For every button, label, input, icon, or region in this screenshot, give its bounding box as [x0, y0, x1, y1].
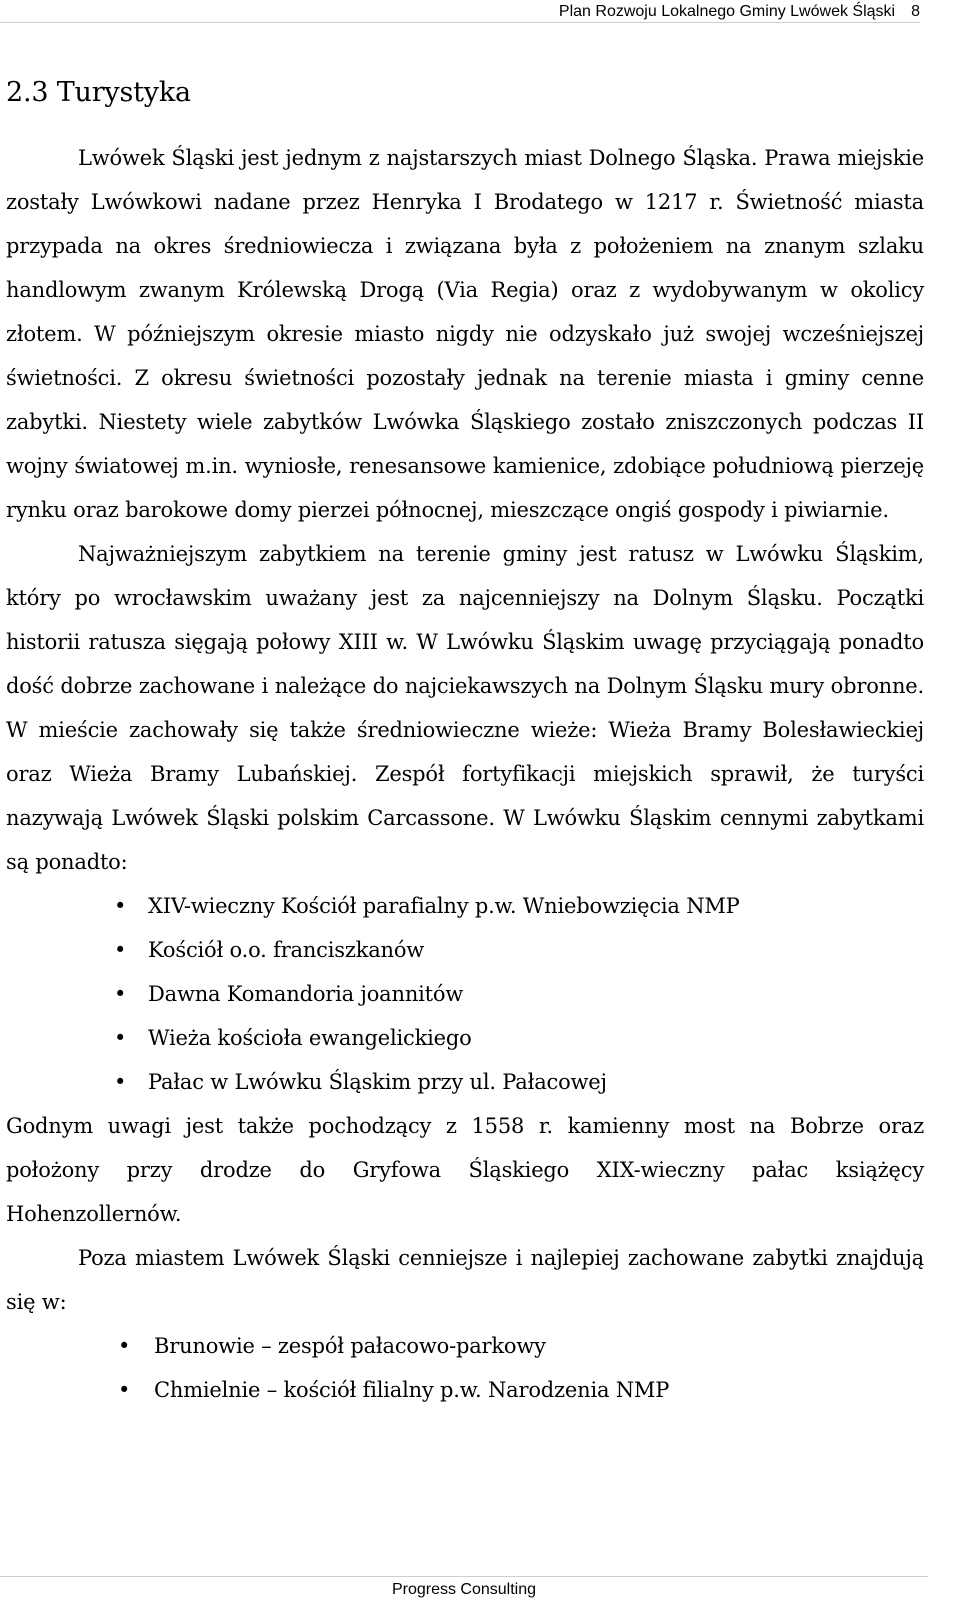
- paragraph-bridge: Godnym uwagi jest także pochodzący z 1558 r. kamienny most na Bobrze oraz położony przy drodze do Gryfowa Śląskiego XIX-wieczny pałac książęcy Hohenzollernów.: [6, 1114, 924, 1226]
- paragraph-outside-town: Poza miastem Lwówek Śląski cenniejsze i najlepiej zachowane zabytki znajdują się w:: [6, 1246, 924, 1314]
- monuments-list: [6, 884, 924, 1104]
- bullet-icon: •: [114, 1026, 127, 1050]
- header-title: Plan Rozwoju Lokalnego Gminy Lwówek Śląski: [558, 3, 896, 20]
- list-item-text: Wieża kościoła ewangelickiego: [148, 1026, 472, 1050]
- bullet-icon: •: [118, 1378, 131, 1402]
- bullet-icon: •: [118, 1334, 131, 1358]
- list-item-text: Brunowie – zespół pałacowo-parkowy: [154, 1334, 546, 1358]
- list-item: [6, 884, 924, 928]
- bullet-icon: •: [114, 982, 127, 1006]
- footer-text: Progress Consulting: [391, 1581, 537, 1598]
- list-item: [6, 1368, 924, 1412]
- section-title: 2.3 Turystyka: [6, 77, 191, 108]
- bullet-icon: •: [114, 938, 127, 962]
- bullet-icon: •: [114, 894, 127, 918]
- list-item-text: Pałac w Lwówku Śląskim przy ul. Pałacowej: [148, 1070, 607, 1094]
- list-item: [6, 972, 924, 1016]
- page-header: [0, 0, 920, 23]
- bullet-icon: •: [114, 1070, 127, 1094]
- list-item: [6, 1324, 924, 1368]
- list-item-text: Dawna Komandoria joannitów: [148, 982, 464, 1006]
- list-item-text: Chmielnie – kościół filialny p.w. Narodzenia NMP: [154, 1378, 670, 1402]
- paragraph-history: Lwówek Śląski jest jednym z najstarszych miast Dolnego Śląska. Prawa miejskie zostały Lwówkowi nadane przez Henryka I Brodatego w 1217 r. Świetność miasta przypada na okres średniowiecza i związana była z położeniem na znanym szlaku handlowym zwanym Królewską Drogą (Via Regia) oraz z wydobywanym w okolicy złotem. W późniejszym okresie miasto nigdy nie odzyskało już swojej wcześniejszej świetności. Z okresu świetności pozostały jednak na terenie miasta i gminy cenne zabytki. Niestety wiele zabytków Lwówka Śląskiego zostało zniszczonych podczas II wojny światowej m.in. wyniosłe, renesansowe kamienice, zdobiące południową pierzeję rynku oraz barokowe domy pierzei północnej, mieszczące ongiś gospody i piwiarnie.: [6, 146, 924, 522]
- list-item: [6, 1016, 924, 1060]
- list-item-text: Kościół o.o. franciszkanów: [148, 938, 425, 962]
- page-footer: [0, 1576, 928, 1601]
- document-body: [6, 66, 924, 1412]
- paragraph-monuments: Najważniejszym zabytkiem na terenie gminy jest ratusz w Lwówku Śląskim, który po wrocławskim uważany jest za najcenniejszy na Dolnym Śląsku. Początki historii ratusza sięgają połowy XIII w. W Lwówku Śląskim uwagę przyciągają ponadto dość dobrze zachowane i należące do najciekawszych na Dolnym Śląsku mury obronne. W mieście zachowały się także średniowieczne wieże: Wieża Bramy Bolesławieckiej oraz Wieża Bramy Lubańskiej. Zespół fortyfikacji miejskich sprawił, że turyści nazywają Lwówek Śląski polskim Carcassone. W Lwówku Śląskim cennymi zabytkami są ponadto:: [6, 542, 924, 874]
- villages-list: [6, 1324, 924, 1412]
- list-item: [6, 1060, 924, 1104]
- list-item: [6, 928, 924, 972]
- list-item-text: XIV-wieczny Kościół parafialny p.w. Wniebowzięcia NMP: [148, 894, 740, 918]
- page-number: 8: [911, 3, 920, 20]
